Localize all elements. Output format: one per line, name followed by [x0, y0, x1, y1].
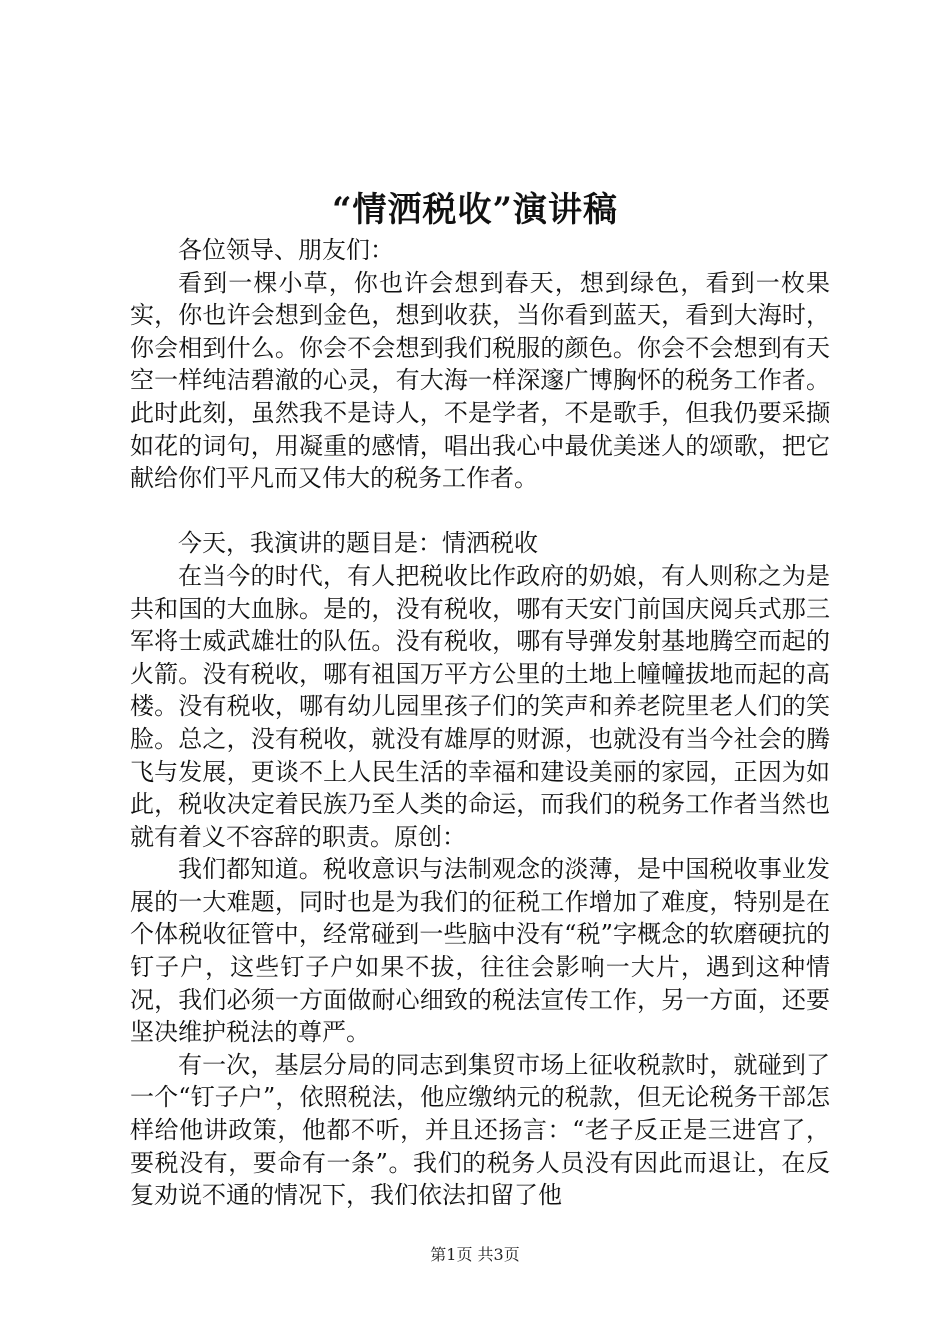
- body-paragraph: 在当今的时代，有人把税收比作政府的奶娘，有人则称之为是共和国的大血脉。是的，没有税收，哪有天安门前国庆阅兵式那三军将士威武雄壮的队伍。没有税收，哪有导弹发射基地腾空而起的火箭。没有税收，哪有祖国万平方公里的土地上幢幢拔地而起的高楼。没有税收，哪有幼儿园里孩子们的笑声和养老院里老人们的笑脸。总之，没有税收，就没有雄厚的财源，也就没有当今社会的腾飞与发展，更谈不上人民生活的幸福和建设美丽的家园，正因为如此，税收决定着民族乃至人类的命运，而我们的税务工作者当然也就有着义不容辞的职责。原创：: [130, 561, 830, 851]
- body-paragraph: 我们都知道。税收意识与法制观念的淡薄，是中国税收事业发展的一大难题，同时也是为我们的征税工作增加了难度，特别是在个体税收征管中，经常碰到一些脑中没有“税”字概念的软磨硬抗的钉子户，这些钉子户如果不拔，往往会影响一大片，遇到这种情况，我们必须一方面做耐心细致的税法宣传工作，另一方面，还要坚决维护税法的尊严。: [130, 855, 830, 1047]
- page-footer: 第1页 共3页: [430, 1245, 520, 1264]
- body-paragraph: 看到一棵小草，你也许会想到春天，想到绿色，看到一枚果实，你也许会想到金色，想到收获，当你看到蓝天，看到大海时，你会相到什么。你会不会想到我们税服的颜色。你会不会想到有天空一样纯洁碧澈的心灵，有大海一样深邃广博胸怀的税务工作者。此时此刻，虽然我不是诗人，不是学者，不是歌手，但我仍要采撷如花的词句，用凝重的感情，唱出我心中最优美迷人的颂歌，把它献给你们平凡而又伟大的税务工作者。: [130, 268, 830, 493]
- document-title: “情洒税收”演讲稿: [331, 190, 619, 230]
- blank-line: [130, 495, 830, 528]
- document-body: [130, 234, 830, 1212]
- salutation-paragraph: 各位领导、朋友们：: [178, 236, 394, 264]
- topic-paragraph: 今天，我演讲的题目是：情洒税收: [178, 529, 538, 558]
- body-paragraph: 有一次，基层分局的同志到集贸市场上征收税款时，就碰到了一个“钉子户”，依照税法，他应缴纳元的税款，但无论税务干部怎样给他讲政策，他都不听，并且还扬言：“老子反正是三进宫了，要税没有，要命有一条”。我们的税务人员没有因此而退让，在反复劝说不通的情况下，我们依法扣留了他: [130, 1050, 830, 1210]
